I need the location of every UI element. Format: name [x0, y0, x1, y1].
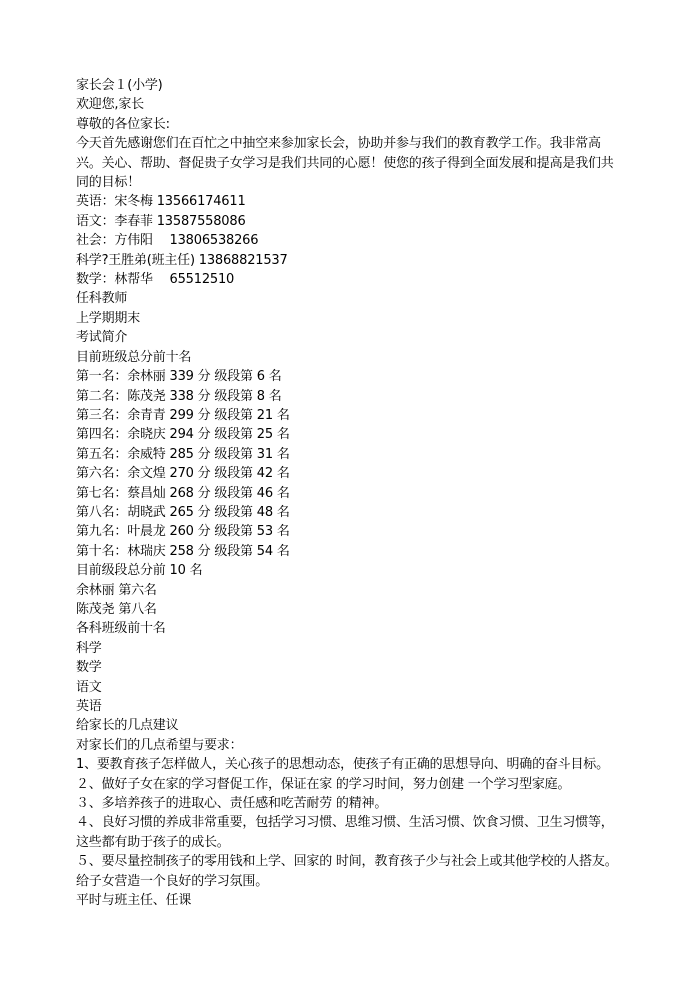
teacher-line: 语文：李春菲 13587558086: [76, 213, 246, 229]
class-rank-row: 第三名：余青青 299 分 级段第 21 名: [76, 407, 290, 423]
document-title: 家长会１(小学): [76, 78, 163, 93]
document-page: [76, 76, 624, 910]
class-rank-row: 第七名：蔡昌灿 268 分 级段第 46 名: [76, 485, 290, 501]
class-top-heading: 目前班级总分前十名: [76, 349, 192, 365]
class-rank-row: 第九名：叶晨龙 260 分 级段第 53 名: [76, 524, 290, 540]
last-line: 平时与班主任、任课: [76, 893, 192, 909]
subject-item: 英语: [76, 699, 102, 714]
hope-item: 1、要教育孩子怎样做人，关心孩子的思想动态，使孩子有正确的思想导向、明确的奋斗目标。: [76, 757, 609, 773]
grade-top-heading: 目前级段总分前 10 名: [76, 563, 203, 579]
class-rank-row: 第八名：胡晓武 265 分 级段第 48 名: [76, 504, 290, 520]
hope-item: ５、要尽量控制孩子的零用钱和上学、回家的 时间，教育孩子少与社会上或其他学校的人搭友。给子女营造一个良好的学习氛围。: [76, 854, 618, 889]
teachers-heading: 任科教师: [76, 291, 128, 307]
class-rank-row: 第一名：余林丽 339 分 级段第 6 名: [76, 369, 282, 385]
term-heading: 上学期期末: [76, 310, 141, 326]
teacher-line: 英语：宋冬梅 13566174611: [76, 194, 246, 210]
welcome-text: 欢迎您,家长: [76, 97, 144, 113]
hope-item: ４、良好习惯的养成非常重要，包括学习习惯、思维习惯、生活习惯、饮食习惯、卫生习惯等，这些都有助于孩子的成长。: [76, 815, 614, 850]
class-rank-row: 第二名：陈茂尧 338 分 级段第 8 名: [76, 388, 282, 404]
teacher-line: 社会：方伟阳 13806538266: [76, 233, 259, 249]
subject-top-heading: 各科班级前十名: [76, 621, 166, 637]
subject-item: 语文: [76, 679, 102, 695]
grade-rank-row: 余林丽 第六名: [76, 582, 157, 598]
grade-rank-row: 陈茂尧 第八名: [76, 601, 157, 617]
teacher-line: 数学：林帮华 65512510: [76, 272, 235, 288]
class-rank-row: 第四名：余晓庆 294 分 级段第 25 名: [76, 427, 290, 443]
intro-paragraph: 今天首先感谢您们在百忙之中抽空来参加家长会，协助并参与我们的教育教学工作。我非常高兴。关心、帮助、督促贵子女学习是我们共同的心愿！使您的孩子得到全面发展和提高是我们共同的目标！: [76, 136, 614, 191]
exam-intro-heading: 考试简介: [76, 330, 128, 346]
hope-item: ３、多培养孩子的进取心、责任感和吃苦耐劳 的精神。: [76, 796, 388, 812]
class-rank-row: 第六名：余文煌 270 分 级段第 42 名: [76, 466, 290, 482]
teacher-line: 科学?王胜弟(班主任) 13868821537: [76, 252, 288, 268]
subject-item: 数学: [76, 660, 102, 676]
class-rank-row: 第五名：余威特 285 分 级段第 31 名: [76, 446, 290, 462]
hopes-heading: 对家长们的几点希望与要求：: [76, 737, 243, 753]
hope-item: ２、做好子女在家的学习督促工作，保证在家 的学习时间，努力创建 一个学习型家庭。: [76, 776, 571, 792]
class-rank-row: 第十名：林瑞庆 258 分 级段第 54 名: [76, 543, 290, 559]
salutation: 尊敬的各位家长:: [76, 116, 170, 132]
advice-heading: 给家长的几点建议: [76, 718, 179, 734]
subject-item: 科学: [76, 640, 102, 656]
